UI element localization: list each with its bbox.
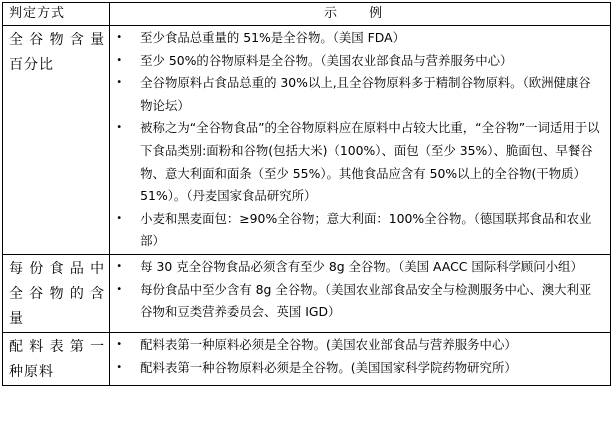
example-text: 小麦和黑麦面包：≥90%全谷物；意大利面：100%全谷物。（德国联邦食品和农业部） [140,210,592,249]
list-item [110,256,610,279]
bullet-icon: • [116,77,123,89]
bullet-icon: • [116,260,123,272]
whole-grain-criteria-table [2,2,611,386]
method-cell [3,332,110,385]
example-list [110,26,610,254]
table-row [3,332,611,385]
example-text: 至少 50%的谷物原料是全谷物。（美国农业部食品与营养服务中心） [140,52,513,68]
bullet-icon: • [116,338,123,350]
example-text: 至少食品总重量的 51%是全谷物。（美国 FDA） [140,30,405,45]
examples-cell [110,26,611,255]
method-cell [3,254,110,332]
table-row [3,26,611,255]
bullet-icon: • [116,122,123,134]
example-text: 配料表第一种谷物原料必须是全谷物。(美国国家科学院药物研究所） [140,359,517,375]
list-item [110,334,610,357]
method-cell [3,26,110,255]
method-text: 种原料 [9,363,54,380]
list-item [110,27,610,50]
bullet-icon: • [116,54,123,66]
examples-cell [110,332,611,385]
method-text: 全谷物含量 [9,32,106,48]
header-examples: 示 例 [110,3,611,26]
method-text: 每份食品中 [9,260,106,277]
method-text: 全谷物的含 [9,285,106,302]
example-text: 被称之为“全谷物食品”的全谷物原料应在原料中占较大比重，“全谷物”一词适用于以下食品类别:面粉和谷物(包括大米)（100%）、面包（至少 35%）、脆面包、早餐谷物、意大利面和面条（至少 55%）。其他食品应含有 50%以上的全谷物(干物质）51%）。（丹麦国家食品研究所） [140,120,600,204]
list-item [110,357,610,380]
header-method: 判定方式 [3,3,110,26]
bullet-icon: • [116,32,123,43]
bullet-icon: • [116,212,123,224]
example-list [110,255,610,325]
list-item [110,72,610,117]
example-list [110,333,610,380]
method-text: 量 [9,310,24,327]
list-item [110,208,610,253]
example-text: 每 30 克全谷物食品必须含有至少 8g 全谷物。（美国 AACC 国际科学顾问小组） [140,258,583,274]
bullet-icon: • [116,283,123,295]
bullet-icon: • [116,361,123,373]
table-row [3,254,611,332]
method-text: 百分比 [9,57,54,73]
examples-cell [110,254,611,332]
example-text: 每份食品中至少含有 8g 全谷物。（美国农业部食品安全与检测服务中心、澳大利亚谷物和豆类营养委员会、英国 IGD） [140,281,592,320]
method-text: 配料表第一 [9,338,106,355]
table-header-row [3,3,611,26]
example-text: 配料表第一种原料必须是全谷物。(美国农业部食品与营养服务中心） [140,336,517,352]
list-item [110,50,610,73]
example-text: 全谷物原料占食品总重的 30%以上,且全谷物原料多于精制谷物原料。（欧洲健康谷物论坛） [140,75,591,113]
list-item [110,279,610,324]
list-item [110,117,610,207]
